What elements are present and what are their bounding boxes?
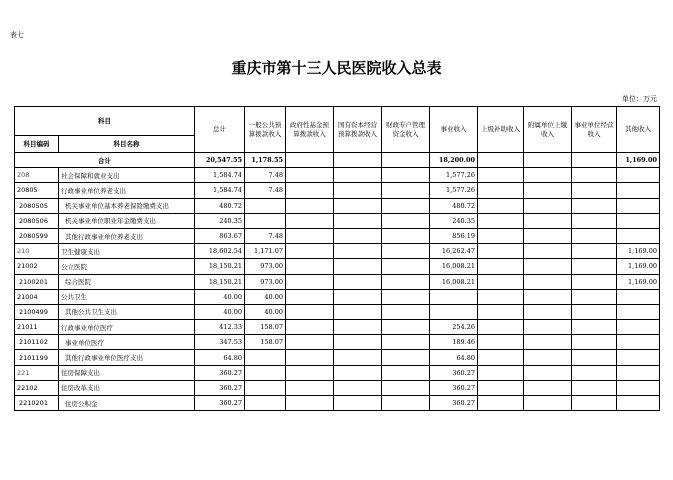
amount-cell bbox=[617, 213, 660, 228]
col-header-state-capital: 国有资本经营预算拨款收入 bbox=[334, 107, 382, 153]
amount-cell: 7.48 bbox=[245, 228, 286, 243]
amount-cell: 1,169.00 bbox=[617, 259, 660, 274]
amount-cell bbox=[286, 304, 334, 319]
table-row bbox=[15, 168, 660, 183]
amount-cell: 254.26 bbox=[430, 320, 478, 335]
amount-cell bbox=[572, 213, 617, 228]
table-row bbox=[15, 350, 660, 365]
subject-name-cell: 其他行政事业单位医疗支出 bbox=[59, 350, 195, 365]
amount-cell bbox=[286, 320, 334, 335]
amount-cell: 1,577.26 bbox=[430, 168, 478, 183]
amount-cell: 240.35 bbox=[430, 213, 478, 228]
amount-cell: 1,171.07 bbox=[245, 244, 286, 259]
amount-cell bbox=[334, 304, 382, 319]
amount-cell bbox=[478, 213, 524, 228]
amount-cell: 480.72 bbox=[430, 198, 478, 213]
amount-cell bbox=[286, 335, 334, 350]
total-cell: 20,547.55 bbox=[195, 153, 245, 168]
amount-cell bbox=[572, 396, 617, 411]
amount-cell bbox=[245, 365, 286, 380]
amount-cell: 40.00 bbox=[245, 304, 286, 319]
subject-code-cell: 2080599 bbox=[15, 228, 59, 243]
amount-cell bbox=[382, 274, 430, 289]
amount-cell bbox=[334, 228, 382, 243]
table-row bbox=[15, 380, 660, 395]
amount-cell bbox=[334, 335, 382, 350]
amount-cell bbox=[478, 244, 524, 259]
amount-cell bbox=[334, 396, 382, 411]
amount-cell bbox=[524, 198, 572, 213]
amount-cell: 347.53 bbox=[195, 335, 245, 350]
amount-cell bbox=[478, 350, 524, 365]
amount-cell bbox=[382, 213, 430, 228]
amount-cell: 7.48 bbox=[245, 168, 286, 183]
subject-name-cell: 公立医院 bbox=[59, 259, 195, 274]
subject-name-cell: 机关事业单位基本养老保险缴费支出 bbox=[59, 198, 195, 213]
amount-cell bbox=[382, 320, 430, 335]
amount-cell bbox=[478, 198, 524, 213]
subject-code-cell: 2080506 bbox=[15, 213, 59, 228]
amount-cell bbox=[524, 168, 572, 183]
amount-cell bbox=[617, 320, 660, 335]
amount-cell bbox=[382, 183, 430, 198]
subject-code-cell: 210 bbox=[15, 244, 59, 259]
total-cell: 1,178.55 bbox=[245, 153, 286, 168]
amount-cell: 1,577.26 bbox=[430, 183, 478, 198]
amount-cell bbox=[286, 380, 334, 395]
amount-cell bbox=[478, 183, 524, 198]
amount-cell bbox=[286, 365, 334, 380]
amount-cell: 40.00 bbox=[195, 289, 245, 304]
amount-cell: 189.46 bbox=[430, 335, 478, 350]
total-cell bbox=[478, 153, 524, 168]
amount-cell bbox=[572, 320, 617, 335]
amount-cell bbox=[245, 198, 286, 213]
amount-cell bbox=[286, 213, 334, 228]
amount-cell bbox=[572, 380, 617, 395]
subject-name-cell: 其他行政事业单位养老支出 bbox=[59, 228, 195, 243]
amount-cell bbox=[382, 350, 430, 365]
amount-cell bbox=[382, 304, 430, 319]
amount-cell bbox=[478, 228, 524, 243]
amount-cell bbox=[572, 198, 617, 213]
amount-cell: 1,584.74 bbox=[195, 168, 245, 183]
amount-cell bbox=[334, 168, 382, 183]
amount-cell bbox=[572, 228, 617, 243]
table-label: 表七 bbox=[10, 31, 24, 39]
subject-code-cell: 2100201 bbox=[15, 274, 59, 289]
amount-cell bbox=[524, 213, 572, 228]
amount-cell bbox=[572, 350, 617, 365]
amount-cell: 18,150.21 bbox=[195, 259, 245, 274]
amount-cell bbox=[572, 335, 617, 350]
subject-name-cell: 机关事业单位职业年金缴费支出 bbox=[59, 213, 195, 228]
amount-cell bbox=[617, 183, 660, 198]
amount-cell bbox=[382, 396, 430, 411]
col-header-gov-fund: 政府性基金预算拨款收入 bbox=[286, 107, 334, 153]
table-row bbox=[15, 365, 660, 380]
amount-cell bbox=[245, 380, 286, 395]
amount-cell: 40.00 bbox=[195, 304, 245, 319]
amount-cell bbox=[245, 396, 286, 411]
subject-name-cell: 公共卫生 bbox=[59, 289, 195, 304]
subject-code-cell: 2210201 bbox=[15, 396, 59, 411]
amount-cell bbox=[382, 198, 430, 213]
subject-name-cell: 住房改革支出 bbox=[59, 380, 195, 395]
subject-code-cell: 21011 bbox=[15, 320, 59, 335]
table-row bbox=[15, 213, 660, 228]
amount-cell: 973.00 bbox=[245, 259, 286, 274]
amount-cell bbox=[382, 289, 430, 304]
subject-name-cell: 住房保障支出 bbox=[59, 365, 195, 380]
amount-cell bbox=[245, 213, 286, 228]
table-row bbox=[15, 289, 660, 304]
table-row bbox=[15, 244, 660, 259]
subject-code-cell: 221 bbox=[15, 365, 59, 380]
subject-name-cell: 综合医院 bbox=[59, 274, 195, 289]
amount-cell bbox=[524, 274, 572, 289]
header-subject-name: 科目名称 bbox=[59, 136, 195, 153]
subject-code-cell: 2101102 bbox=[15, 335, 59, 350]
amount-cell bbox=[617, 198, 660, 213]
subject-name-cell: 行政事业单位养老支出 bbox=[59, 183, 195, 198]
amount-cell: 158.07 bbox=[245, 335, 286, 350]
amount-cell bbox=[617, 304, 660, 319]
amount-cell bbox=[430, 304, 478, 319]
amount-cell bbox=[286, 198, 334, 213]
amount-cell: 863.67 bbox=[195, 228, 245, 243]
subject-code-cell: 208 bbox=[15, 168, 59, 183]
amount-cell bbox=[382, 380, 430, 395]
total-cell bbox=[524, 153, 572, 168]
subject-name-cell: 卫生健康支出 bbox=[59, 244, 195, 259]
amount-cell bbox=[245, 350, 286, 365]
subject-code-cell: 21002 bbox=[15, 259, 59, 274]
amount-cell bbox=[572, 289, 617, 304]
amount-cell bbox=[478, 274, 524, 289]
amount-cell bbox=[286, 289, 334, 304]
subject-name-cell: 社会保障和就业支出 bbox=[59, 168, 195, 183]
table-row bbox=[15, 320, 660, 335]
subject-code-cell: 2080505 bbox=[15, 198, 59, 213]
amount-cell bbox=[478, 380, 524, 395]
amount-cell: 1,584.74 bbox=[195, 183, 245, 198]
amount-cell bbox=[334, 365, 382, 380]
amount-cell bbox=[334, 380, 382, 395]
amount-cell bbox=[286, 274, 334, 289]
amount-cell: 1,169.00 bbox=[617, 244, 660, 259]
amount-cell bbox=[524, 259, 572, 274]
col-header-superior-subsidy: 上级补助收入 bbox=[478, 107, 524, 153]
col-header-other-income: 其他收入 bbox=[617, 107, 660, 153]
amount-cell bbox=[286, 244, 334, 259]
subject-code-cell: 2101199 bbox=[15, 350, 59, 365]
amount-cell: 240.35 bbox=[195, 213, 245, 228]
amount-cell bbox=[286, 350, 334, 365]
amount-cell bbox=[478, 289, 524, 304]
amount-cell: 7.48 bbox=[245, 183, 286, 198]
amount-cell bbox=[617, 396, 660, 411]
amount-cell bbox=[617, 350, 660, 365]
table-body bbox=[15, 153, 660, 411]
amount-cell bbox=[478, 396, 524, 411]
amount-cell: 40.00 bbox=[245, 289, 286, 304]
amount-cell bbox=[524, 380, 572, 395]
amount-cell bbox=[524, 244, 572, 259]
total-cell: 18,200.00 bbox=[430, 153, 478, 168]
amount-cell bbox=[572, 244, 617, 259]
amount-cell: 1,169.00 bbox=[617, 274, 660, 289]
amount-cell: 360.27 bbox=[195, 365, 245, 380]
table-row bbox=[15, 274, 660, 289]
amount-cell bbox=[617, 228, 660, 243]
amount-cell bbox=[382, 365, 430, 380]
amount-cell: 158.07 bbox=[245, 320, 286, 335]
total-cell bbox=[382, 153, 430, 168]
amount-cell: 360.27 bbox=[430, 365, 478, 380]
subject-code-cell: 21004 bbox=[15, 289, 59, 304]
col-header-general-budget: 一般公共预算拨款收入 bbox=[245, 107, 286, 153]
unit-label: 单位：万元 bbox=[622, 95, 657, 103]
amount-cell bbox=[334, 274, 382, 289]
amount-cell bbox=[572, 259, 617, 274]
table-row bbox=[15, 396, 660, 411]
header-subject-code: 科目编码 bbox=[15, 136, 59, 153]
amount-cell bbox=[478, 320, 524, 335]
amount-cell bbox=[334, 289, 382, 304]
table-row bbox=[15, 228, 660, 243]
amount-cell bbox=[286, 259, 334, 274]
amount-cell bbox=[382, 244, 430, 259]
amount-cell: 64.80 bbox=[195, 350, 245, 365]
subject-name-cell: 住房公积金 bbox=[59, 396, 195, 411]
subject-code-cell: 22102 bbox=[15, 380, 59, 395]
amount-cell bbox=[617, 335, 660, 350]
amount-cell: 360.27 bbox=[195, 396, 245, 411]
amount-cell bbox=[478, 259, 524, 274]
amount-cell: 18,150.21 bbox=[195, 274, 245, 289]
subject-name-cell: 行政事业单位医疗 bbox=[59, 320, 195, 335]
amount-cell bbox=[617, 168, 660, 183]
total-cell bbox=[334, 153, 382, 168]
total-cell: 1,169.00 bbox=[617, 153, 660, 168]
table-row bbox=[15, 183, 660, 198]
total-cell bbox=[286, 153, 334, 168]
subject-code-cell: 20805 bbox=[15, 183, 59, 198]
amount-cell bbox=[524, 396, 572, 411]
amount-cell: 360.27 bbox=[430, 396, 478, 411]
subject-code-cell: 2100499 bbox=[15, 304, 59, 319]
amount-cell bbox=[334, 213, 382, 228]
amount-cell: 64.80 bbox=[430, 350, 478, 365]
amount-cell bbox=[286, 183, 334, 198]
col-header-business-income: 事业收入 bbox=[430, 107, 478, 153]
subject-name-cell: 事业单位医疗 bbox=[59, 335, 195, 350]
amount-cell bbox=[524, 183, 572, 198]
amount-cell bbox=[382, 168, 430, 183]
amount-cell bbox=[382, 335, 430, 350]
table-row bbox=[15, 304, 660, 319]
subject-name-cell: 其他公共卫生支出 bbox=[59, 304, 195, 319]
amount-cell bbox=[334, 259, 382, 274]
amount-cell bbox=[572, 183, 617, 198]
total-row bbox=[15, 153, 660, 168]
amount-cell: 360.27 bbox=[430, 380, 478, 395]
amount-cell: 18,602.54 bbox=[195, 244, 245, 259]
header-subject-group: 科目 bbox=[15, 107, 195, 136]
amount-cell bbox=[334, 350, 382, 365]
amount-cell: 16,008.21 bbox=[430, 259, 478, 274]
amount-cell bbox=[524, 365, 572, 380]
amount-cell bbox=[617, 365, 660, 380]
amount-cell: 973.00 bbox=[245, 274, 286, 289]
amount-cell: 16,008.21 bbox=[430, 274, 478, 289]
col-header-operating-income: 事业单位经营收入 bbox=[572, 107, 617, 153]
amount-cell bbox=[572, 274, 617, 289]
amount-cell bbox=[524, 350, 572, 365]
table-row bbox=[15, 198, 660, 213]
amount-cell bbox=[286, 396, 334, 411]
amount-cell bbox=[478, 168, 524, 183]
amount-cell: 16,262.47 bbox=[430, 244, 478, 259]
amount-cell bbox=[617, 289, 660, 304]
col-header-special-account: 财政专户管理资金收入 bbox=[382, 107, 430, 153]
total-label: 合计 bbox=[15, 153, 195, 168]
amount-cell bbox=[617, 380, 660, 395]
amount-cell bbox=[286, 168, 334, 183]
amount-cell bbox=[524, 289, 572, 304]
amount-cell bbox=[478, 304, 524, 319]
amount-cell bbox=[524, 335, 572, 350]
amount-cell bbox=[430, 289, 478, 304]
amount-cell bbox=[478, 365, 524, 380]
amount-cell bbox=[572, 168, 617, 183]
amount-cell bbox=[334, 198, 382, 213]
amount-cell bbox=[572, 304, 617, 319]
amount-cell bbox=[524, 320, 572, 335]
amount-cell bbox=[524, 304, 572, 319]
amount-cell bbox=[572, 365, 617, 380]
income-table bbox=[14, 106, 660, 411]
amount-cell: 360.27 bbox=[195, 380, 245, 395]
amount-cell bbox=[334, 244, 382, 259]
amount-cell bbox=[478, 335, 524, 350]
amount-cell bbox=[334, 183, 382, 198]
table-row bbox=[15, 259, 660, 274]
amount-cell bbox=[286, 228, 334, 243]
amount-cell: 480.72 bbox=[195, 198, 245, 213]
amount-cell bbox=[524, 228, 572, 243]
amount-cell bbox=[382, 259, 430, 274]
table-row bbox=[15, 335, 660, 350]
page-title: 重庆市第十三人民医院收入总表 bbox=[231, 59, 442, 77]
amount-cell: 856.19 bbox=[430, 228, 478, 243]
amount-cell bbox=[334, 320, 382, 335]
amount-cell: 412.33 bbox=[195, 320, 245, 335]
amount-cell bbox=[382, 228, 430, 243]
col-header-affiliated-remit: 附属单位上缴收入 bbox=[524, 107, 572, 153]
total-cell bbox=[572, 153, 617, 168]
col-header-total: 总计 bbox=[195, 107, 245, 153]
